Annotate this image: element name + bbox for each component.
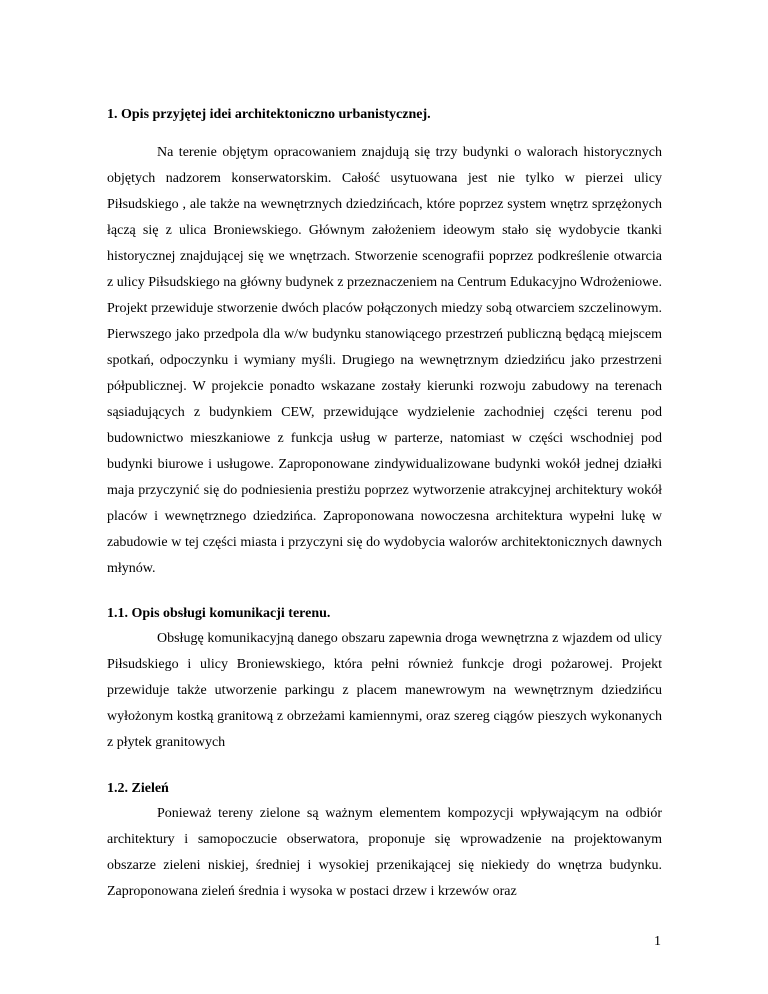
section-paragraph-idea: Na terenie objętym opracowaniem znajdują się trzy budynki o walorach historycznych objętych nadzorem konserwatorskim. Całość usytuowana jest nie tylko w pierzei ulicy Piłsudskiego , ale także na wewnętrznych dziedzińcach, które poprzez system wnętrz sprzężonych łączą się z ulica Broniewskiego. Głównym założeniem ideowym stało się wydobycie tkanki historycznej znajdującej się we wnętrzach. Stworzenie scenografii poprzez podkreślenie otwarcia z ulicy Piłsudskiego na główny budynek z przeznaczeniem na Centrum Edukacyjno Wdrożeniowe. Projekt przewiduje stworzenie dwóch placów połączonych miedzy sobą otwarciem szczelinowym. Pierwszego jako przedpola dla w/w budynku stanowiącego przestrzeń publiczną będącą miejscem spotkań, odpoczynku i wymiany myśli. Drugiego na wewnętrznym dziedzińcu jako przestrzeni półpublicznej. W projekcie ponadto wskazane zostały kierunki rozwoju zabudowy na terenach sąsiadujących z budynkiem CEW, przewidujące wydzielenie zachodniej części terenu pod budownictwo mieszkaniowe z funkcja usług w parterze, natomiast w części wschodniej pod budynki biurowe i usługowe. Zaproponowane zindywidualizowane budynki wokół jednej działki maja przyczynić się do podniesienia prestiżu poprzez wytworzenie atrakcyjnej architektury wokół placów i wewnętrznego dziedzińca. Zaproponowana nowoczesna architektura wypełni lukę w zabudowie w tej części miasta i przyczyni się do wydobycia walorów architektonicznych dawnych młynów. [107, 145, 662, 576]
page-number: 1 [654, 934, 661, 949]
section-heading-greenery: 1.2. Zieleń [107, 781, 169, 796]
section-heading-idea: 1. Opis przyjętej idei architektoniczno urbanistycznej. [107, 107, 431, 122]
section-heading-communication: 1.1. Opis obsługi komunikacji terenu. [107, 606, 331, 621]
section-paragraph-communication: Obsługę komunikacyjną danego obszaru zapewnia droga wewnętrzna z wjazdem od ulicy Piłsudskiego i ulicy Broniewskiego, która pełni również funkcje drogi pożarowej. Projekt przewiduje także utworzenie parkingu z placem manewrowym na wewnętrznym dziedzińcu wyłożonym kostką granitową z obrzeżami kamiennymi, oraz szereg ciągów pieszych wykonanych z płytek granitowych [107, 631, 662, 750]
section-paragraph-greenery: Ponieważ tereny zielone są ważnym elementem kompozycji wpływającym na odbiór architektury i samopoczucie obserwatora, proponuje się wprowadzenie na projektowanym obszarze zieleni niskiej, średniej i wysokiej przenikającej się niekiedy do wnętrza budynku. Zaproponowana zieleń średnia i wysoka w postaci drzew i krzewów oraz [107, 806, 662, 899]
document-body [107, 106, 662, 905]
